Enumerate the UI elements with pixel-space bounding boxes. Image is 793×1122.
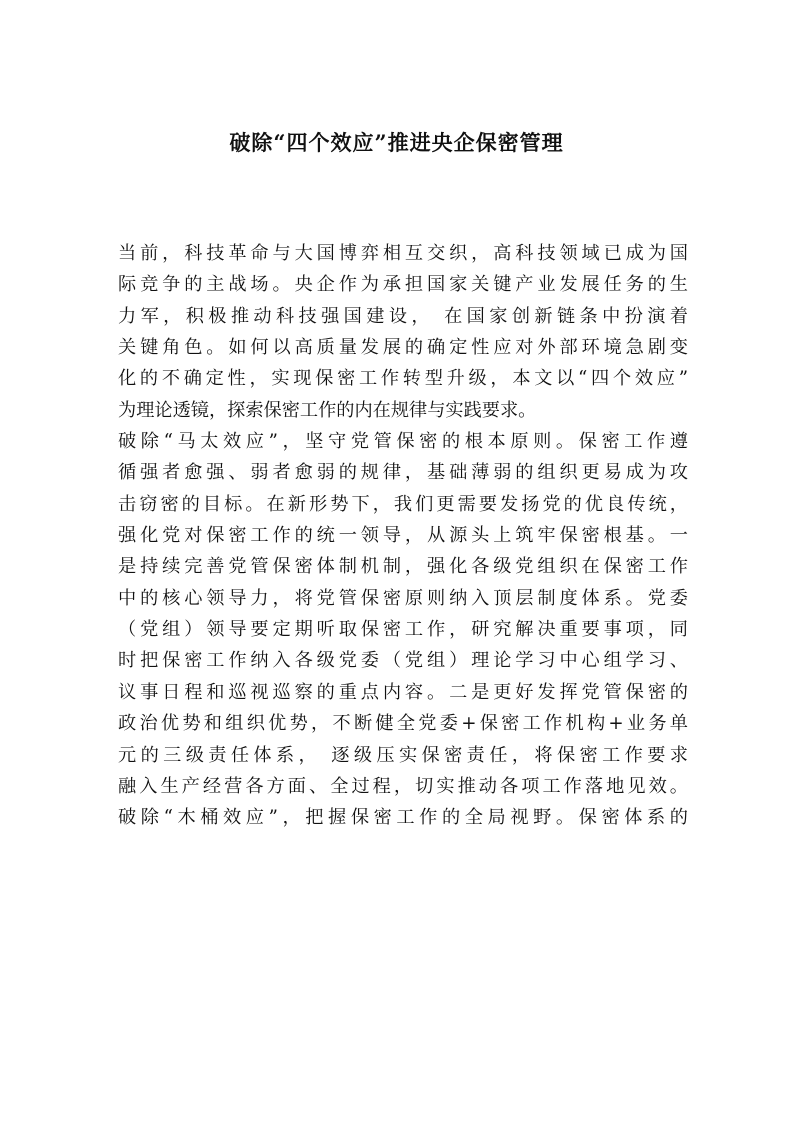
body-line: 中的核心领导力，将党管保密原则纳入顶层制度体系。党委 [118,587,688,609]
body-line: 强化党对保密工作的统一领导，从源头上筑牢保密根基。一 [118,525,688,547]
body-line: 当前，科技革命与大国博弈相互交织，高科技领域已成为国 [118,243,688,264]
body-line: 化的不确定性，实现保密工作转型升级，本文以“四个效应” [118,368,688,390]
body-line: （党组）领导要定期听取保密工作，研究解决重要事项，同 [118,619,688,641]
body-line: 时把保密工作纳入各级党委（党组）理论学习中心组学习、 [118,650,688,672]
body-line: 为理论透镜，探索保密工作的内在规律与实践要求。 [118,399,537,421]
body-line: 际竞争的主战场。央企作为承担国家关键产业发展任务的生 [118,274,688,296]
body-line: 破除“木桶效应”，把握保密工作的全局视野。保密体系的 [118,807,688,829]
body-line: 破除“马太效应”，坚守党管保密的根本原则。保密工作遵 [118,431,688,453]
document-body [118,238,688,834]
body-line: 融入生产经营各方面、全过程，切实推动各项工作落地见效。 [118,775,688,797]
body-line: 关键角色。如何以高质量发展的确定性应对外部环境急剧变 [118,337,688,359]
body-line: 是持续完善党管保密体制机制，强化各级党组织在保密工作 [118,556,688,578]
body-line: 元的三级责任体系， 逐级压实保密责任，将保密工作要求 [118,744,688,766]
body-line: 议事日程和巡视巡察的重点内容。二是更好发挥党管保密的 [118,681,688,703]
body-line: 力军，积极推动科技强国建设， 在国家创新链条中扮演着 [118,305,688,327]
document-title: 破除“四个效应”推进央企保密管理 [229,130,564,155]
body-line: 击窃密的目标。在新形势下，我们更需要发扬党的优良传统， [118,493,688,515]
body-line: 政治优势和组织优势，不断健全党委+保密工作机构+业务单 [118,713,688,735]
body-line: 循强者愈强、弱者愈弱的规律，基础薄弱的组织更易成为攻 [118,462,688,484]
